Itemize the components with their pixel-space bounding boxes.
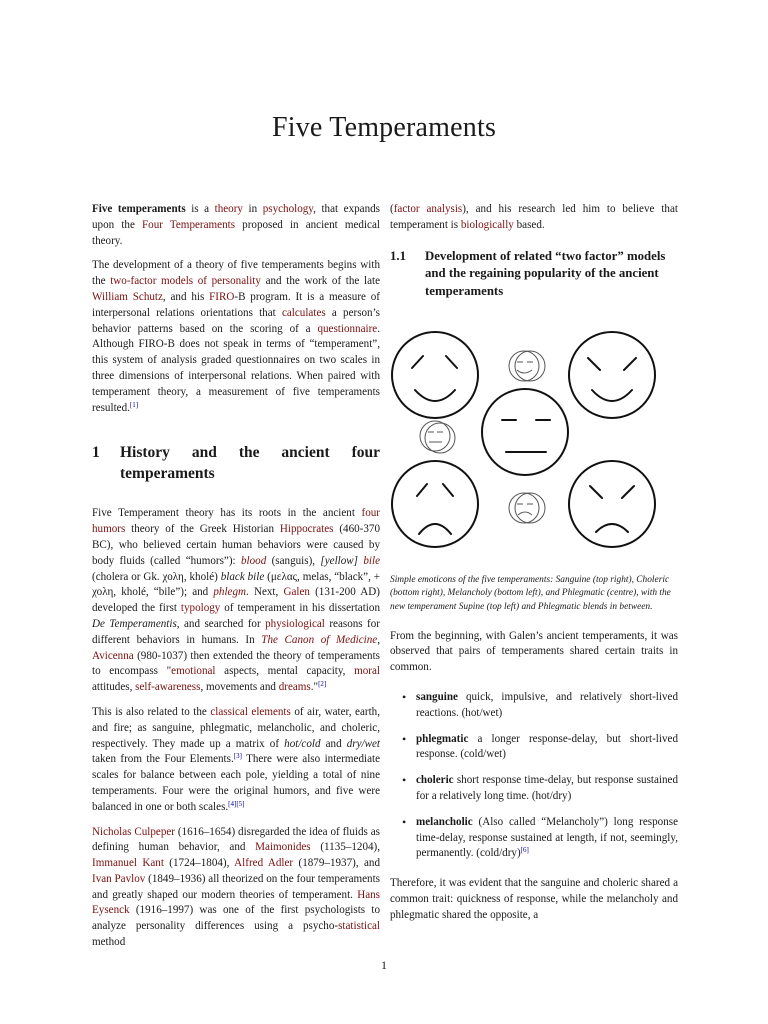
link-phlegm[interactable]: phlegm — [213, 586, 247, 599]
text: attitudes, — [92, 681, 136, 694]
link-immanuel-kant[interactable]: Immanuel Kant — [92, 857, 164, 870]
link-physiological[interactable]: physiological — [265, 617, 325, 630]
list-term: phlegmatic — [416, 732, 469, 745]
lead-term: Five temperaments — [92, 203, 186, 215]
text: . Next, — [246, 586, 284, 599]
reference-link[interactable]: [3] — [233, 752, 242, 761]
text: taken from the Four Elements. — [92, 753, 234, 766]
list-item — [390, 690, 678, 722]
list-desc: (Also called “Melancholy”) long response time-delay, response sustained at length, if not, seemingly, permanently. (cold/dry) — [416, 815, 678, 860]
text: of air, water, earth, and fire; as sanguine, phlegmatic, melancholic, and choleric, respectively. They made up a matrix of — [92, 705, 381, 750]
link-maimonides[interactable]: Maimonides — [255, 841, 311, 854]
link-ivan-pavlov[interactable]: Ivan Pavlov — [92, 872, 146, 885]
italic-text: hot/cold — [284, 737, 321, 750]
link-calculates[interactable]: calculates — [281, 306, 326, 319]
therefore-paragraph: Therefore, it was evident that the sanguine and choleric shared a common trait: quickness of response, while the melancholy and phlegmatic shared the opposite, a — [390, 877, 678, 921]
text: , movements and — [200, 681, 279, 694]
text: ." — [310, 681, 319, 694]
page-number: 1 — [381, 958, 387, 972]
page-title: Five Temperaments — [271, 112, 497, 143]
beginning-paragraph: From the beginning, with Galen’s ancient temperaments, it was observed that pairs of temperaments shared certain traits in common. — [390, 629, 678, 674]
italic-text: dry/wet — [346, 737, 380, 750]
link-factor-analysis[interactable]: factor analysis — [393, 203, 463, 215]
figure-caption: Simple emoticons of the five temperaments: Sanguine (top right), Choleric (bottom right), Melancholy (bottom left), and Phlegmatic (centre), with the new temperament Supine (top left) and Phlegmatic blends in between. — [390, 574, 671, 613]
text: , and his — [162, 290, 210, 303]
link-bile[interactable]: bile — [363, 554, 380, 567]
link-biologically[interactable]: biologically — [460, 218, 514, 231]
temperament-emoticons-figure — [390, 328, 678, 558]
text: reasons for different behaviors in humans. In — [92, 617, 380, 646]
subsection-number: 1.1 — [390, 248, 406, 263]
list-item — [390, 773, 678, 805]
link-typology[interactable]: typology — [180, 602, 221, 615]
text: -B program. It is a measure of interpersonal relations orientations that — [92, 290, 380, 319]
link-canon-of-medicine[interactable]: The Canon of Medicine — [261, 633, 378, 646]
list-item — [390, 732, 678, 764]
link-two-factor-models[interactable]: two-factor models of personality — [110, 275, 261, 288]
text: (1849–1936) all theorized on the four temperaments and greatly shaped our modern theories of temperament. — [92, 872, 380, 901]
text: (980-1037) then extended the theory of temperaments to encompass " — [92, 649, 380, 678]
text: based. — [513, 218, 545, 231]
text: There were also intermediate scales for balance between each pole, yielding a total of nine temperaments. Four were the original humors, and five were balanced in one or both scales. — [92, 753, 381, 813]
temperament-list — [390, 690, 678, 862]
text: The development of a theory of five temperaments begins with the — [92, 259, 380, 288]
section-title: History and the ancient four temperaments — [120, 444, 380, 483]
text: and the work of the late — [260, 275, 380, 288]
reference-link[interactable]: [2] — [318, 680, 327, 689]
text: (1135–1204), — [310, 841, 381, 854]
text: in — [242, 203, 263, 215]
link-nicholas-culpeper[interactable]: Nicholas Culpeper — [92, 825, 175, 838]
link-emotional[interactable]: emotional — [171, 665, 216, 678]
text: Five Temperament theory has its roots in the ancient — [92, 507, 362, 520]
text: (1616–1654) disregarded the idea of fluids as defining human behavior, and — [92, 825, 380, 854]
phlegmatic-face — [482, 389, 568, 475]
supine-face — [392, 332, 478, 418]
text: of temperament in his dissertation — [220, 602, 380, 615]
text: proposed in ancient medical theory. — [92, 218, 380, 247]
link-classical-elements[interactable]: classical elements — [210, 705, 291, 718]
list-desc: short response time-delay, but response sustained for a relatively long time. (hot/dry) — [416, 774, 678, 803]
continued-paragraph — [390, 202, 678, 234]
sanguine-face — [569, 332, 655, 418]
text: (sanguis), — [266, 554, 321, 567]
section-number: 1 — [92, 444, 100, 462]
choleric-face — [569, 461, 655, 547]
text: , and searched for — [176, 617, 266, 630]
link-psychology[interactable]: psychology — [262, 203, 314, 215]
theorists-paragraph — [92, 825, 380, 951]
left-column — [92, 202, 380, 960]
link-statistical[interactable]: statistical — [338, 920, 380, 933]
blend-face-left — [420, 421, 455, 453]
text: (μελας, melas, “black”, + χολη, kholé, “bile”); and — [92, 570, 381, 599]
list-term: choleric — [416, 774, 454, 787]
blend-face-bottom — [509, 493, 545, 523]
italic-text: [yellow] — [320, 554, 364, 567]
text: , — [377, 633, 380, 646]
text: (cholera or Gk. χολη, kholé) — [92, 570, 221, 583]
text: (1916–1997) was one of the first psychologists to analyze personality differences using a psycho- — [92, 904, 380, 933]
development-paragraph — [92, 258, 380, 416]
text: (460-370 BC), who believed certain human behaviors were caused by body fluids (called “humors”): — [92, 523, 380, 567]
list-term: melancholic — [416, 815, 473, 828]
link-four-humors[interactable]: four humors — [92, 507, 380, 536]
list-desc: a longer response-delay, but short-lived response. (cold/wet) — [416, 732, 678, 761]
italic-text: De Temperamentis — [92, 617, 177, 630]
link-moral[interactable]: moral — [354, 665, 380, 678]
list-desc: quick, impulsive, and relatively short-lived reactions. (hot/wet) — [416, 691, 678, 719]
text: ), and his research led him to believe that temperament is — [390, 203, 678, 231]
text: (1879–1937), and — [293, 857, 380, 870]
link-hans-eysenck[interactable]: Hans Eysenck — [92, 888, 380, 917]
italic-text: black bile — [220, 570, 265, 583]
link-hippocrates[interactable]: Hippocrates — [279, 523, 334, 536]
history-paragraph — [92, 506, 380, 696]
text: This is also related to the — [92, 705, 211, 718]
link-self-awareness[interactable]: self-awareness — [135, 681, 201, 694]
subsection-title: Development of related “two factor” models and the regaining popularity of the ancient temperaments — [425, 248, 666, 298]
list-item — [390, 815, 678, 862]
text: a person’s behavior patterns based on the scoring of a — [92, 306, 380, 335]
link-dreams[interactable]: dreams — [278, 681, 311, 694]
reference-link[interactable]: [1] — [129, 400, 139, 409]
text: method — [92, 936, 126, 949]
link-theory[interactable]: theory — [214, 203, 243, 215]
link-william-schutz[interactable]: William Schutz — [92, 290, 163, 303]
link-galen[interactable]: Galen — [283, 586, 310, 599]
text: aspects, mental capacity, — [215, 665, 355, 678]
elements-paragraph — [92, 705, 380, 816]
right-column — [390, 202, 678, 933]
text: , that expands upon the — [92, 203, 380, 231]
link-blood[interactable]: blood — [240, 554, 267, 567]
text: is a — [185, 203, 215, 215]
reference-link[interactable]: [4][5] — [228, 799, 245, 808]
link-alfred-adler[interactable]: Alfred Adler — [234, 857, 294, 870]
text: ( — [390, 203, 394, 215]
link-firo[interactable]: FIRO — [209, 290, 235, 303]
subsection-heading — [390, 248, 678, 301]
melancholy-face — [392, 461, 478, 547]
section-heading — [92, 442, 380, 484]
text: and — [320, 737, 347, 750]
text: . Although FIRO-B does not speak in terms of “temperament”, this system of analysis graded questionnaires on two scales in three dimensions of interpersonal relations. When paired with temperament theory, a measurement of five temperaments resulted. — [92, 322, 380, 414]
text: (131-200 AD) developed the first — [92, 586, 380, 615]
link-questionnaire[interactable]: questionnaire — [317, 322, 378, 335]
link-four-temperaments[interactable]: Four Temperaments — [142, 218, 236, 231]
text: (1724–1804), — [163, 857, 235, 870]
list-term: sanguine — [416, 691, 458, 704]
text: theory of the Greek Historian — [125, 523, 280, 536]
blend-face-top — [509, 351, 545, 381]
link-avicenna[interactable]: Avicenna — [92, 649, 134, 662]
intro-paragraph — [92, 202, 380, 249]
reference-link[interactable]: [6] — [520, 846, 529, 855]
